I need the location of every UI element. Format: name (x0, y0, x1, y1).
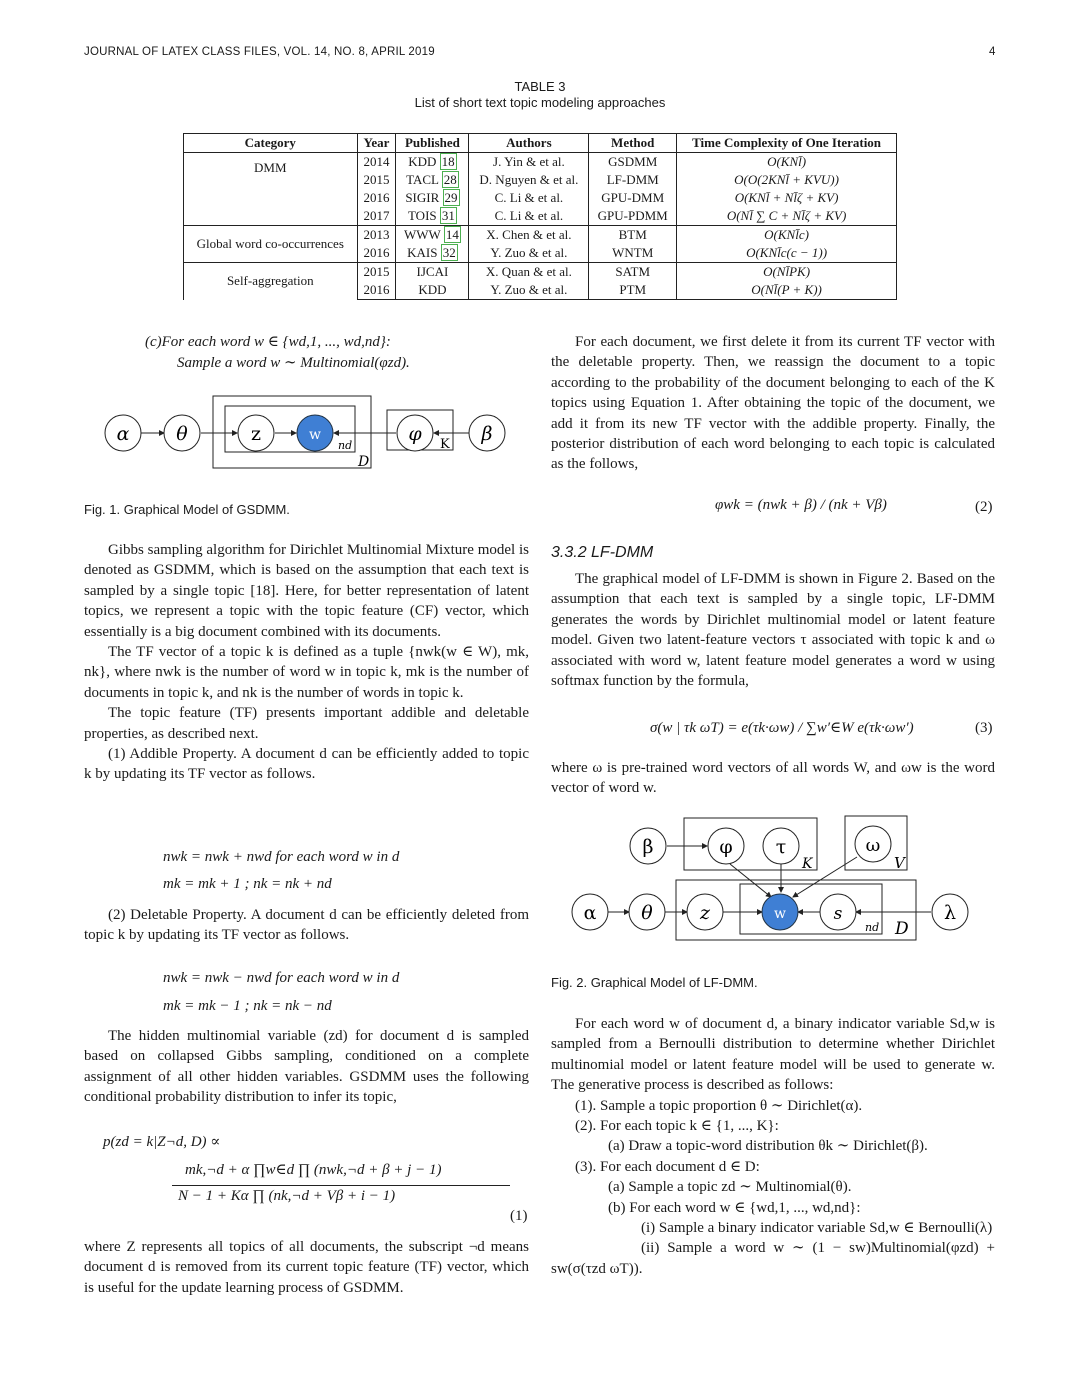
step: (ii) Sample a word w ∼ (1 − sw)Multinomial(φzd) + sw(σ(τzd ωT)). (551, 1240, 995, 1277)
plate-label: nd (865, 921, 880, 934)
step: (i) Sample a binary indicator variable Sd,w ∈ Bernoulli(λ) (641, 1220, 993, 1237)
citation-link[interactable]: 14 (445, 227, 459, 242)
node-label: τ (775, 836, 787, 858)
table-cell: Y. Zuo & et al. (469, 244, 589, 263)
step-c: (c)For each word w ∈ {wd,1, ..., wd,nd}: (145, 334, 391, 350)
step: (1). Sample a topic proportion θ ∼ Dirichlet(α). (575, 1097, 863, 1114)
citation-link[interactable]: 28 (443, 172, 457, 187)
page-number: 4 (989, 46, 996, 58)
eq3-number: (3) (975, 720, 993, 736)
step-c-sample: Sample a word w ∼ Multinomial(φzd). (177, 355, 410, 371)
paragraph: where ω is pre-trained word vectors of all words W, and ωw is the word vector of word w. (551, 760, 995, 797)
eq1-numerator: mk,¬d + α ∏w∈d ∏ (nwk,¬d + β + j − 1) (185, 1162, 442, 1178)
eq-del-2: mk = mk − 1 ; nk = nk − nd (163, 998, 332, 1014)
table-cell: DMM (184, 153, 358, 226)
left-body-4 (84, 1237, 529, 1298)
node-label: w (309, 427, 321, 443)
plate-label: D (358, 454, 370, 470)
table-cell: O(O(2KNl̄ + KVU)) (677, 171, 897, 189)
node-label: β (642, 836, 654, 858)
right-body-3 (551, 758, 995, 799)
table-cell: 2017 (357, 207, 396, 226)
right-body-4 (551, 1014, 995, 1279)
table-cell: O(KNl̄c(c − 1)) (677, 244, 897, 263)
table-caption: List of short text topic modeling approaches (414, 95, 666, 110)
table-cell: BTM (589, 226, 677, 245)
paragraph: (2) Deletable Property. A document d can be efficiently deleted from topic k by updating its TF vector as follows. (84, 907, 529, 944)
table-cell: TOIS 31 (396, 207, 469, 226)
node-label: α (583, 902, 597, 924)
table-cell: 2015 (357, 263, 396, 282)
node-label: w (774, 906, 786, 922)
table-cell: KDD 18 (396, 153, 469, 172)
col-category: Category (184, 134, 358, 153)
node-label: ω (865, 835, 881, 856)
table-cell: WNTM (589, 244, 677, 263)
paragraph: The topic feature (TF) presents important addible and deletable properties, as described next. (84, 705, 529, 742)
table-cell: IJCAI (396, 263, 469, 282)
table-label: TABLE 3 (514, 79, 566, 94)
eq-add-2: mk = mk + 1 ; nk = nk + nd (163, 876, 332, 892)
paragraph: Gibbs sampling algorithm for Dirichlet Multinomial Mixture model is denoted as GSDMM, which is based on the assumption that each text is sampled by a single topic [18]. Here, for better representation of latent topics, we represent a topic with the topic feature (CF) vector, which essentially is a big document combined with its documents. (84, 542, 529, 640)
plate-label: V (894, 854, 905, 872)
left-body-3 (84, 1026, 529, 1108)
citation-link[interactable]: 29 (444, 190, 458, 205)
node-label: φ (719, 836, 733, 858)
plate-label: nd (338, 439, 353, 452)
section-heading: 3.3.2 LF-DMM (551, 544, 654, 561)
table-cell: X. Chen & et al. (469, 226, 589, 245)
node-label: β (481, 423, 493, 445)
table-cell: 2016 (357, 281, 396, 300)
node-label: θ (641, 902, 653, 924)
node-label: s (833, 904, 843, 924)
fig1-caption: Fig. 1. Graphical Model of GSDMM. (84, 502, 290, 517)
table-cell: O(Nl̄(P + K)) (677, 281, 897, 300)
citation-link[interactable]: 31 (441, 208, 455, 223)
paragraph: The graphical model of LF-DMM is shown in Figure 2. Based on the assumption that each text is sampled by a single topic, LF-DMM generates the words by Dirichlet multinomial model or latent feature model. Given two latent-feature vectors τ associated with topic k and ω associated with word w, latent feature model generates a word w using softmax function by the formula, (551, 571, 995, 690)
col-complexity: Time Complexity of One Iteration (677, 134, 897, 153)
right-body-1 (551, 332, 995, 475)
table-cell: LF-DMM (589, 171, 677, 189)
eq2-number: (2) (975, 499, 993, 515)
node-label: z (699, 902, 711, 924)
table-cell: PTM (589, 281, 677, 300)
table-cell: O(Nl̄ ∑ C + Nl̄ζ + KV) (677, 207, 897, 226)
table-cell: 2016 (357, 189, 396, 207)
eq-del-1: nwk = nwk − nwd for each word w in d (163, 970, 400, 986)
table-row (184, 226, 897, 245)
table-cell: O(KNl̄) (677, 153, 897, 172)
col-published: Published (396, 134, 469, 153)
paragraph: (1) Addible Property. A document d can be efficiently added to topic k by updating its TF vector as follows. (84, 746, 529, 783)
eq1-denominator: N − 1 + Kα ∏ (nk,¬d + Vβ + i − 1) (178, 1188, 396, 1204)
table-row (184, 263, 897, 282)
step: (a) Sample a topic zd ∼ Multinomial(θ). (608, 1179, 852, 1196)
plate-label: K (802, 856, 813, 872)
paragraph: For each word w of document d, a binary indicator variable Sd,w is sampled from a Bernoulli distribution to determine whether Dirichlet multinomial model or latent feature model will be used to generate w. The generative process is described as follows: (551, 1016, 995, 1094)
citation-link[interactable]: 18 (441, 154, 455, 169)
table-cell: C. Li & et al. (469, 207, 589, 226)
fig2-caption: Fig. 2. Graphical Model of LF-DMM. (551, 975, 758, 990)
table-cell: SIGIR 29 (396, 189, 469, 207)
table-cell: TACL 28 (396, 171, 469, 189)
paragraph: The TF vector of a topic k is defined as a tuple {nwk(w ∈ W), mk, nk}, where nwk is the number of word w in topic k, mk is the number of documents in topic k, and nk is the number of words in topic k. (84, 644, 529, 701)
node-label: θ (176, 423, 188, 445)
table-cell: KDD (396, 281, 469, 300)
table-cell: SATM (589, 263, 677, 282)
node-label: α (116, 423, 130, 445)
table-cell: GPU-DMM (589, 189, 677, 207)
citation-link[interactable]: 32 (442, 245, 456, 260)
step: (b) For each word w ∈ {wd,1, ..., wd,nd}: (608, 1199, 861, 1216)
paragraph: The hidden multinomial variable (zd) for document d is sampled based on collapsed Gibbs sampling, conditioned on a complete assignment of all other hidden variables. GSDMM uses the following conditional probability distribution to infer its topic, (84, 1028, 529, 1106)
journal-header: JOURNAL OF LATEX CLASS FILES, VOL. 14, NO. 8, APRIL 2019 (84, 46, 435, 58)
eq3: σ(w | τk ωT) = e(τk·ωw) / ∑w′∈W e(τk·ωw′) (650, 720, 914, 736)
col-method: Method (589, 134, 677, 153)
table-cell: O(KNl̄ + Nl̄ζ + KV) (677, 189, 897, 207)
table-cell: D. Nguyen & et al. (469, 171, 589, 189)
paragraph: where Z represents all topics of all documents, the subscript ¬d means document d is removed from its current topic feature (TF) vector, which is useful for the update learning process of GSDMM. (84, 1239, 529, 1296)
table-cell: WWW 14 (396, 226, 469, 245)
right-body-2 (551, 569, 995, 691)
fig2-graphical-model (565, 812, 975, 947)
plate-label: D (895, 919, 909, 939)
table-cell: Global word co-occurrences (184, 226, 358, 263)
eq1-lhs: p(zd = k|Z¬d, D) ∝ (103, 1134, 221, 1150)
table-cell: O(Nl̄PK) (677, 263, 897, 282)
table-cell: X. Quan & et al. (469, 263, 589, 282)
fraction-bar (172, 1185, 510, 1186)
table-cell: O(KNl̄c) (677, 226, 897, 245)
table-cell: 2014 (357, 153, 396, 172)
step: (3). For each document d ∈ D: (575, 1158, 760, 1175)
table-cell: GSDMM (589, 153, 677, 172)
table-cell: GPU-PDMM (589, 207, 677, 226)
left-body-1 (84, 540, 529, 785)
table-cell: 2016 (357, 244, 396, 263)
col-year: Year (357, 134, 396, 153)
table-cell: Self-aggregation (184, 263, 358, 300)
col-authors: Authors (469, 134, 589, 153)
plate-D (213, 396, 371, 468)
table-cell: Y. Zuo & et al. (469, 281, 589, 300)
node-label: λ (943, 902, 957, 924)
paragraph: For each document, we first delete it from its current TF vector with the deletable property. Then, we reassign the document to a topic according to the probability of the document belonging to each of the K topics using Equation 1. After obtaining the topic of the document, we add it from its new TF vector with the addible property. Finally, the posterior distribution of each word belonging to each topic is calculated as the follows, (551, 334, 995, 473)
table-cell: J. Yin & et al. (469, 153, 589, 172)
node-label: z (250, 423, 262, 445)
plate-nd (740, 884, 882, 934)
plate-label: K (440, 437, 450, 452)
eq1-number: (1) (510, 1208, 528, 1224)
eq-add-1: nwk = nwk + nwd for each word w in d (163, 849, 400, 865)
left-body-2 (84, 905, 529, 946)
table-row (184, 153, 897, 172)
table-cell: KAIS 32 (396, 244, 469, 263)
table-cell: 2013 (357, 226, 396, 245)
step: (2). For each topic k ∈ {1, ..., K}: (575, 1118, 779, 1135)
approaches-table (183, 133, 897, 300)
table-cell: C. Li & et al. (469, 189, 589, 207)
eq2: φwk = (nwk + β) / (nk + Vβ) (715, 497, 887, 513)
fig1-graphical-model (100, 392, 510, 472)
table-cell: 2015 (357, 171, 396, 189)
step: (a) Draw a topic-word distribution θk ∼ Dirichlet(β). (608, 1138, 928, 1155)
node-label: φ (408, 423, 422, 445)
